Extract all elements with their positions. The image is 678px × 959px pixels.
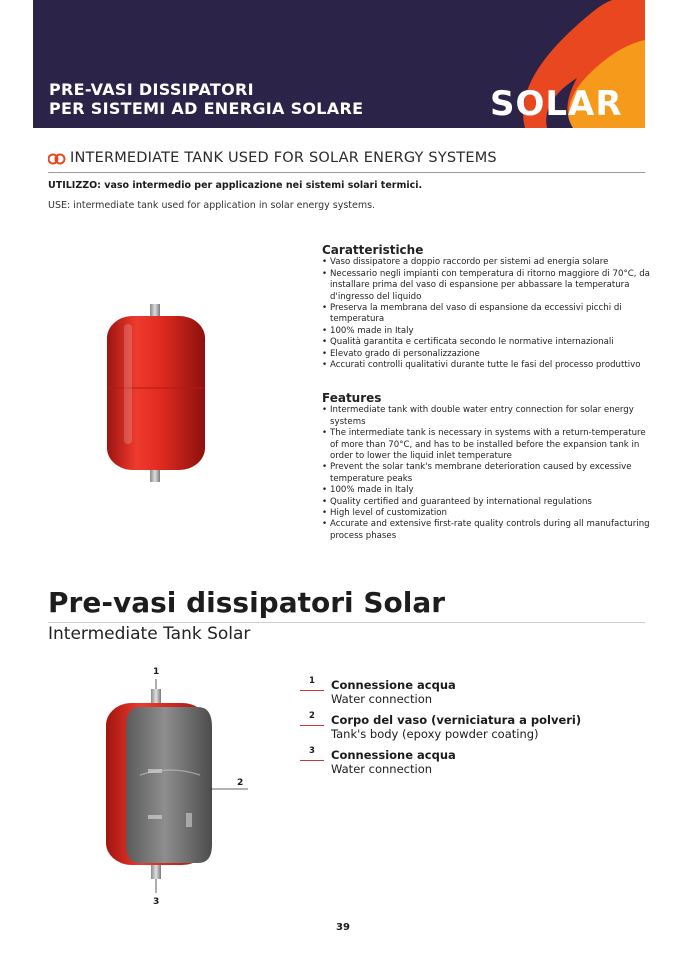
usage-english: USE: intermediate tank used for application in solar energy systems. xyxy=(48,200,376,211)
divider xyxy=(48,172,645,173)
header-title-line2: PER SISTEMI AD ENERGIA SOLARE xyxy=(49,99,364,118)
component-name-it: Corpo del vaso (verniciatura a polveri) xyxy=(331,713,582,727)
tank-photo xyxy=(104,304,208,484)
callout-3: 3 xyxy=(153,897,160,907)
tank-cutaway-diagram xyxy=(100,665,250,910)
brand-label: SOLAR xyxy=(490,84,623,124)
component-name-it: Connessione acqua xyxy=(331,678,456,692)
page-number: 39 xyxy=(336,922,350,933)
section-title: INTERMEDIATE TANK USED FOR SOLAR ENERGY SYSTEMS xyxy=(70,150,497,166)
header-title-line1: PRE-VASI DISSIPATORI xyxy=(49,80,254,99)
list-item: • Vaso dissipatore a doppio raccordo per sistemi ad energia solare xyxy=(322,257,652,268)
features-heading: Features xyxy=(322,391,382,405)
divider xyxy=(48,622,645,623)
component-item-3 xyxy=(300,748,600,776)
component-number: 2 xyxy=(309,711,315,721)
product-title: Pre-vasi dissipatori Solar xyxy=(48,586,446,619)
callout-2: 2 xyxy=(237,778,244,788)
caratteristiche-list xyxy=(322,245,652,371)
product-subtitle: Intermediate Tank Solar xyxy=(48,624,251,644)
page-header xyxy=(33,0,645,128)
component-item-2 xyxy=(300,713,600,741)
usage-italian: UTILIZZO: vaso intermedio per applicazione nei sistemi solari termici. xyxy=(48,180,423,191)
list-item: • Preserva la membrana del vaso di espansione da eccessivi picchi di temperatura xyxy=(322,303,652,326)
list-item: • Necessario negli impianti con temperatura di ritorno maggiore di 70°C, da installare prima del vaso di espansione per abbassare la temperatura d'ingresso del liquido xyxy=(322,269,652,303)
callout-1: 1 xyxy=(153,667,160,677)
features-list xyxy=(322,393,652,542)
component-number: 3 xyxy=(309,746,315,756)
list-item: • Accurati controlli qualitativi durante tutte le fasi del processo produttivo xyxy=(322,360,652,371)
list-item: • Accurate and extensive first-rate quality controls during all manufacturing process phases xyxy=(322,519,652,542)
component-item-1 xyxy=(300,678,600,706)
caratteristiche-heading: Caratteristiche xyxy=(322,243,424,257)
list-item: • Quality certified and guaranteed by international regulations xyxy=(322,497,652,508)
component-name-en: Water connection xyxy=(331,692,433,706)
list-item: • The intermediate tank is necessary in systems with a return-temperature of more than 70°C, and has to be installed before the expansion tank in order to lower the liquid inlet temperature xyxy=(322,428,652,462)
list-item: • Elevato grado di personalizzazione xyxy=(322,349,652,360)
component-number: 1 xyxy=(309,676,315,686)
component-name-en: Tank's body (epoxy powder coating) xyxy=(331,727,539,741)
list-item: • 100% made in Italy xyxy=(322,485,652,496)
list-item: • High level of customization xyxy=(322,508,652,519)
list-item: • 100% made in Italy xyxy=(322,326,652,337)
list-item: • Intermediate tank with double water entry connection for solar energy systems xyxy=(322,405,652,428)
list-item: • Prevent the solar tank's membrane deterioration caused by excessive temperature peaks xyxy=(322,462,652,485)
component-name-en: Water connection xyxy=(331,762,433,776)
component-name-it: Connessione acqua xyxy=(331,748,456,762)
list-item: • Qualità garantita e certificata secondo le normative internazionali xyxy=(322,337,652,348)
